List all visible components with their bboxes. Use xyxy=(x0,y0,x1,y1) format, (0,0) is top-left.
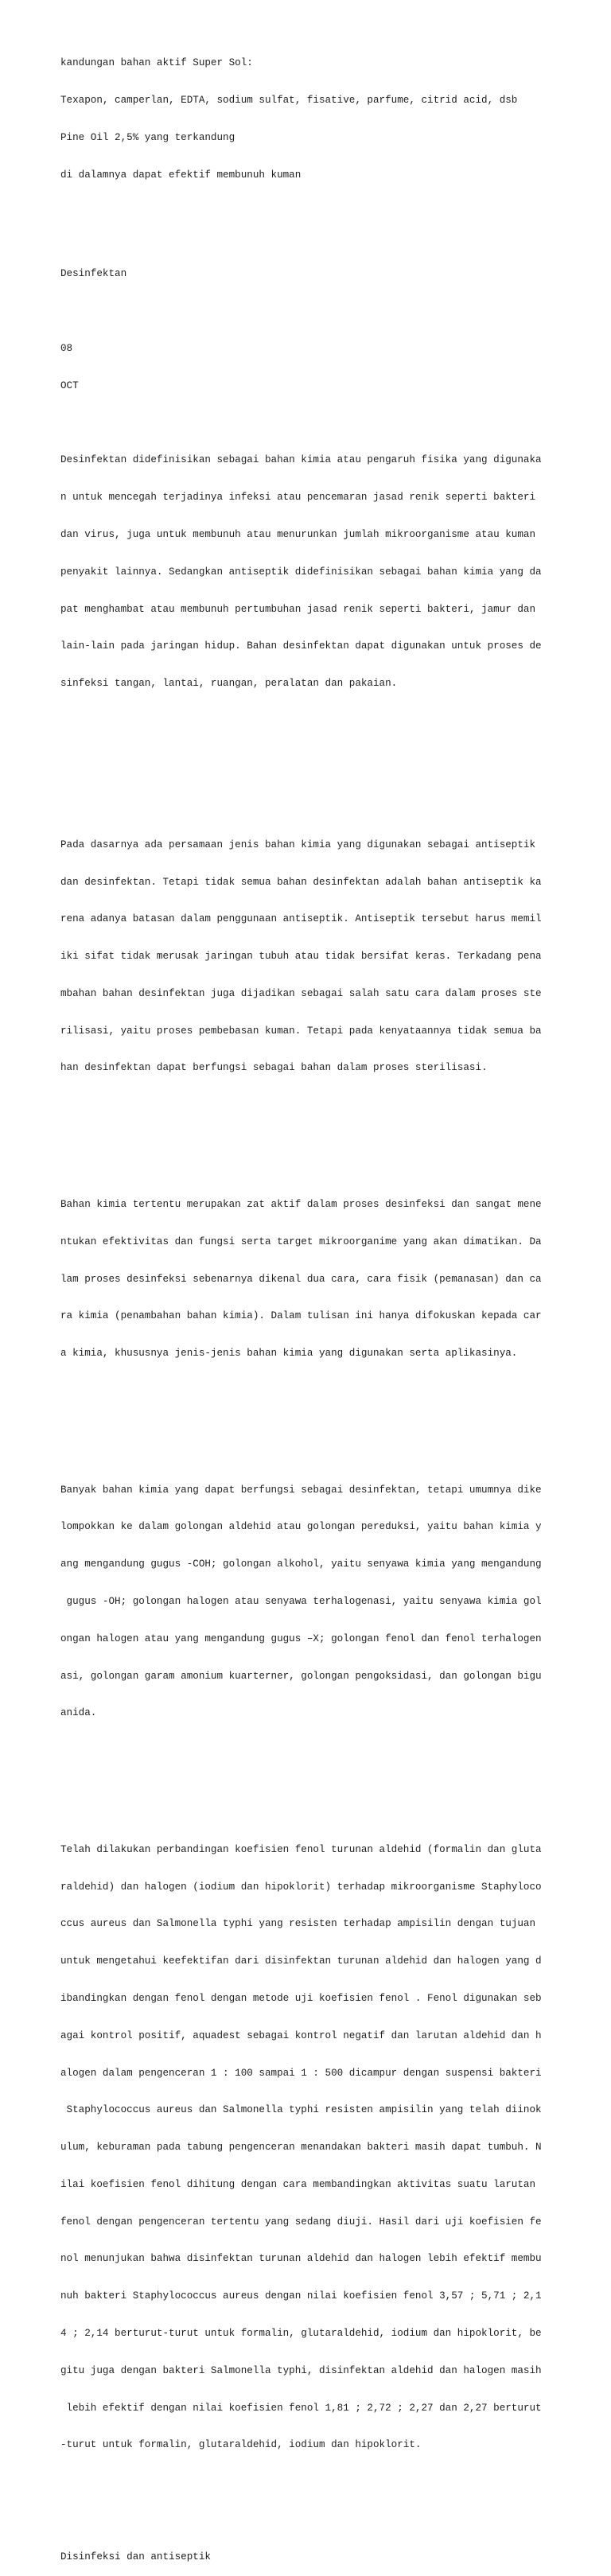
paragraph-line: mbahan bahan desinfektan juga dijadikan sebagai salah satu cara dalam proses ste xyxy=(60,987,542,999)
paragraph-line: anida. xyxy=(60,1707,97,1719)
paragraph-line: dan desinfektan. Tetapi tidak semua bahan desinfektan adalah bahan antiseptik ka xyxy=(60,876,542,888)
paragraph-line: lam proses desinfeksi sebenarnya dikenal dua cara, cara fisik (pemanasan) dan ca xyxy=(60,1273,542,1285)
paragraph-line: agai kontrol positif, aquadest sebagai kontrol negatif dan larutan aldehid dan h xyxy=(60,2029,542,2041)
paragraph-line: Banyak bahan kimia yang dapat berfungsi sebagai desinfektan, tetapi umumnya dike xyxy=(60,1484,542,1496)
paragraph-line: rilisasi, yaitu proses pembebasan kuman. Tetapi pada kenyataannya tidak semua ba xyxy=(60,1025,542,1037)
paragraph-line: penyakit lainnya. Sedangkan antiseptik didefinisikan sebagai bahan kimia yang da xyxy=(60,566,542,578)
paragraph-line: n untuk mencegah terjadinya infeksi atau pencemaran jasad renik seperti bakteri xyxy=(60,492,536,504)
paragraph-line: -turut untuk formalin, glutaraldehid, iodium dan hipoklorit. xyxy=(60,2439,422,2451)
paragraph-line: Desinfektan didefinisikan sebagai bahan kimia atau pengaruh fisika yang digunaka xyxy=(60,454,542,466)
paragraph-1 xyxy=(60,430,609,715)
intro-block xyxy=(60,33,609,206)
paragraph-line: fenol dengan pengenceran tertentu yang sedang diuji. Hasil dari uji koefisien fe xyxy=(60,2216,542,2228)
date-month: OCT xyxy=(60,379,79,391)
section-title: Desinfektan xyxy=(60,268,127,280)
paragraph-line: asi, golongan garam amonium kuarterner, golongan pengoksidasi, dan golongan bigu xyxy=(60,1670,542,1682)
paragraph-line: ongan halogen atau yang mengandung gugus –X; golongan fenol dan fenol terhalogen xyxy=(60,1632,542,1644)
footer-title: Disinfeksi dan antiseptik xyxy=(60,2551,211,2562)
paragraph-line: rena adanya batasan dalam penggunaan antiseptik. Antiseptik tersebut harus memil xyxy=(60,913,542,925)
paragraph-3 xyxy=(60,1174,609,1385)
paragraph-line: ntukan efektivitas dan fungsi serta target mikroorganime yang akan dimatikan. Da xyxy=(60,1235,542,1247)
paragraph-line: ang mengandung gugus -COH; golongan alkohol, yaitu senyawa kimia yang mengandung xyxy=(60,1558,542,1570)
paragraph-2 xyxy=(60,815,609,1100)
paragraph-line: alogen dalam pengenceran 1 : 100 sampai 1 : 500 dicampur dengan suspensi bakteri xyxy=(60,2067,542,2079)
paragraph-line: sinfeksi tangan, lantai, ruangan, peralatan dan pakaian. xyxy=(60,678,398,690)
paragraph-line: pat menghambat atau membunuh pertumbuhan jasad renik seperti bakteri, jamur dan xyxy=(60,603,536,615)
intro-line: kandungan bahan aktif Super Sol: xyxy=(60,57,253,69)
paragraph-line: dan virus, juga untuk membunuh atau menurunkan jumlah mikroorganisme atau kuman xyxy=(60,528,536,540)
paragraph-line: ilai koefisien fenol dihitung dengan cara membandingkan aktivitas suatu larutan xyxy=(60,2178,536,2190)
intro-line: Texapon, camperlan, EDTA, sodium sulfat, fisative, parfume, citrid acid, dsb xyxy=(60,95,518,107)
paragraph-line: untuk mengetahui keefektifan dari disinfektan turunan aldehid dan halogen yang d xyxy=(60,1955,542,1967)
paragraph-5 xyxy=(60,1819,609,2477)
paragraph-line: raldehid) dan halogen (iodium dan hipoklorit) terhadap mikroorganisme Staphyloco xyxy=(60,1881,542,1893)
paragraph-line: lompokkan ke dalam golongan aldehid atau golongan pereduksi, yaitu bahan kimia y xyxy=(60,1521,542,1533)
paragraph-4 xyxy=(60,1459,609,1745)
paragraph-line: gugus -OH; golongan halogen atau senyawa terhalogenasi, yaitu senyawa kimia gol xyxy=(60,1596,542,1608)
paragraph-line: ibandingkan dengan fenol dengan metode uji koefisien fenol . Fenol digunakan seb xyxy=(60,1993,542,2005)
paragraph-line: Pada dasarnya ada persamaan jenis bahan kimia yang digunakan sebagai antiseptik xyxy=(60,839,536,850)
document-page xyxy=(60,8,609,2576)
paragraph-line: Bahan kimia tertentu merupakan zat aktif dalam proses desinfeksi dan sangat mene xyxy=(60,1199,542,1211)
paragraph-line: Staphylococcus aureus dan Salmonella typhi resisten ampisilin yang telah diinok xyxy=(60,2104,542,2116)
intro-line: Pine Oil 2,5% yang terkandung xyxy=(60,131,235,143)
date-day: 08 xyxy=(60,343,73,355)
paragraph-line: nuh bakteri Staphylococcus aureus dengan nilai koefisien fenol 3,57 ; 5,71 ; 2,1 xyxy=(60,2290,542,2302)
paragraph-line: ccus aureus dan Salmonella typhi yang resisten terhadap ampisilin dengan tujuan xyxy=(60,1918,536,1930)
intro-line: di dalamnya dapat efektif membunuh kuman xyxy=(60,169,302,181)
paragraph-line: iki sifat tidak merusak jaringan tubuh atau tidak bersifat keras. Terkadang pena xyxy=(60,951,542,963)
paragraph-line: a kimia, khususnya jenis-jenis bahan kimia yang digunakan serta aplikasinya. xyxy=(60,1348,518,1360)
paragraph-line: lebih efektif dengan nilai koefisien fenol 1,81 ; 2,72 ; 2,27 dan 2,27 berturut xyxy=(60,2402,542,2414)
paragraph-line: nol menunjukan bahwa disinfektan turunan aldehid dan halogen lebih efektif membu xyxy=(60,2253,542,2265)
paragraph-line: 4 ; 2,14 berturut-turut untuk formalin, glutaraldehid, iodium dan hipoklorit, be xyxy=(60,2328,542,2340)
paragraph-line: Telah dilakukan perbandingan koefisien fenol turunan aldehid (formalin dan gluta xyxy=(60,1843,542,1855)
paragraph-line: ulum, keburaman pada tabung pengenceran menandakan bakteri masih dapat tumbuh. N xyxy=(60,2142,542,2154)
paragraph-line: lain-lain pada jaringan hidup. Bahan desinfektan dapat digunakan untuk proses de xyxy=(60,640,542,652)
paragraph-line: han desinfektan dapat berfungsi sebagai bahan dalam proses sterilisasi. xyxy=(60,1062,488,1074)
paragraph-line: ra kimia (penambahan bahan kimia). Dalam tulisan ini hanya difokuskan kepada car xyxy=(60,1310,542,1322)
paragraph-line: gitu juga dengan bakteri Salmonella typhi, disinfektan aldehid dan halogen masih xyxy=(60,2364,542,2376)
